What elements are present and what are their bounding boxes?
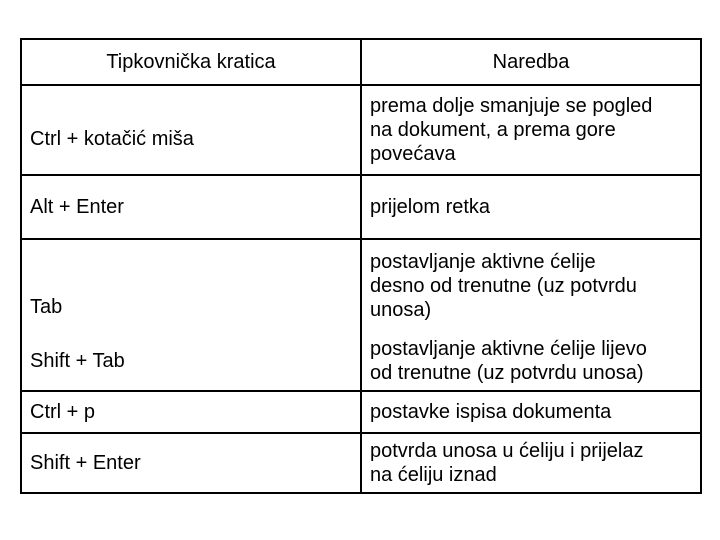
- table-row: [21, 391, 701, 433]
- shortcut-cell: [21, 85, 361, 175]
- command-cell: [361, 239, 701, 331]
- command-line: prema dolje smanjuje se pogled: [370, 95, 653, 117]
- shortcut-cell: [21, 331, 361, 391]
- header-shortcut: Tipkovnička kratica: [21, 39, 361, 85]
- shortcut-cell: [21, 391, 361, 433]
- header-row: [21, 39, 701, 85]
- command-line: desno od trenutne (uz potvrdu: [370, 274, 637, 297]
- command-cell: [361, 85, 701, 175]
- command-line: povećava: [370, 143, 456, 165]
- command-line: postavljanje aktivne ćelije lijevo: [370, 337, 647, 360]
- header-command: Naredba: [361, 39, 701, 85]
- command-cell: [361, 175, 701, 239]
- command-line: na dokument, a prema gore: [370, 119, 616, 141]
- table-row: [21, 331, 701, 391]
- shortcut-text: Tab: [30, 296, 63, 318]
- shortcut-cell: [21, 433, 361, 493]
- shortcut-text: Shift + Enter: [30, 452, 141, 474]
- command-line: prijelom retka: [370, 196, 491, 218]
- shortcut-text: Ctrl + kotačić miša: [30, 128, 194, 150]
- command-line: postavke ispisa dokumenta: [370, 401, 612, 423]
- shortcut-cell: [21, 239, 361, 331]
- table-row: [21, 85, 701, 175]
- table-row: [21, 175, 701, 239]
- table-row: [21, 433, 701, 493]
- shortcut-text: Alt + Enter: [30, 196, 124, 218]
- command-cell: [361, 433, 701, 493]
- table-row: [21, 239, 701, 331]
- command-line: potvrda unosa u ćeliju i prijelaz: [370, 440, 644, 462]
- command-line: na ćeliju iznad: [370, 464, 497, 486]
- command-line: postavljanje aktivne ćelije: [370, 250, 596, 273]
- shortcut-table: [20, 38, 702, 494]
- shortcut-text: Shift + Tab: [30, 349, 125, 372]
- command-cell: [361, 391, 701, 433]
- shortcut-text: Ctrl + p: [30, 401, 96, 423]
- shortcut-cell: [21, 175, 361, 239]
- command-line: od trenutne (uz potvrdu unosa): [370, 361, 644, 384]
- command-line: unosa): [370, 298, 432, 321]
- command-cell: [361, 331, 701, 391]
